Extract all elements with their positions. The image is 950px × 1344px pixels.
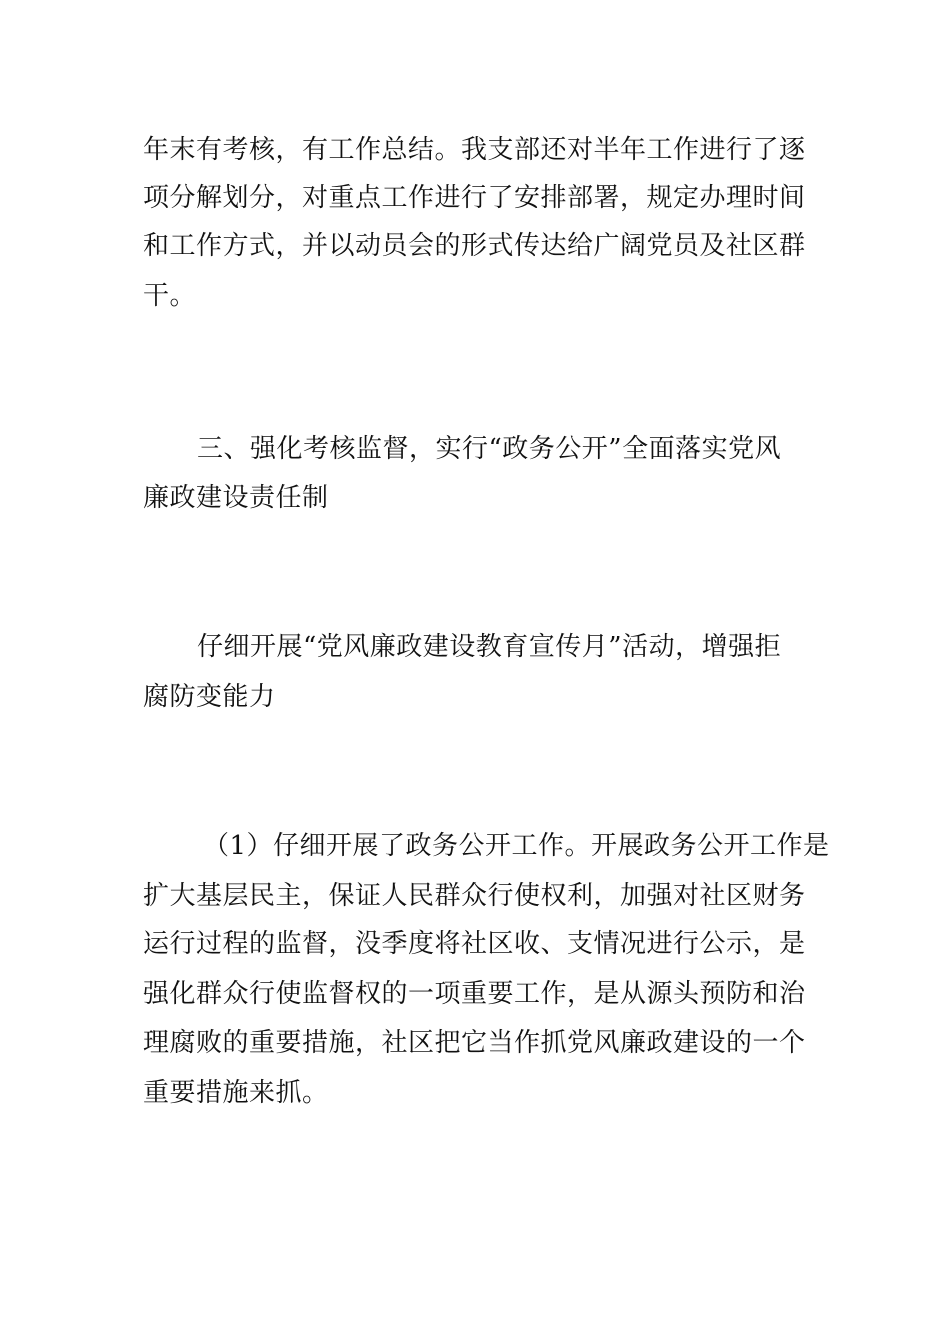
text-line: 年末有考核，有工作总结。我支部还对半年工作进行了逐 xyxy=(143,135,806,165)
heading-line: 廉政建设责任制 xyxy=(143,483,329,513)
text-line: 扩大基层民主，保证人民群众行使权利，加强对社区财务 xyxy=(143,881,806,911)
text-line: 重要措施来抓。 xyxy=(143,1078,329,1108)
text-line: 和工作方式，并以动员会的形式传达给广阔党员及社区群 xyxy=(143,231,806,261)
text-line: 干。 xyxy=(143,281,197,311)
text-line: 理腐败的重要措施，社区把它当作抓党风廉政建设的一个 xyxy=(143,1028,806,1058)
text-line: （1）仔细开展了政务公开工作。开展政务公开工作是 xyxy=(203,831,830,861)
text-line: 强化群众行使监督权的一项重要工作，是从源头预防和治 xyxy=(143,979,806,1009)
text-line: 腐防变能力 xyxy=(143,682,276,712)
text-line: 仔细开展“党风廉政建设教育宣传月”活动，增强拒 xyxy=(197,632,782,662)
text-line: 运行过程的监督，没季度将社区收、支情况进行公示，是 xyxy=(143,929,806,959)
text-line: 项分解划分，对重点工作进行了安排部署，规定办理时间 xyxy=(143,183,806,213)
heading-line: 三、强化考核监督，实行“政务公开”全面落实党风 xyxy=(197,434,782,464)
